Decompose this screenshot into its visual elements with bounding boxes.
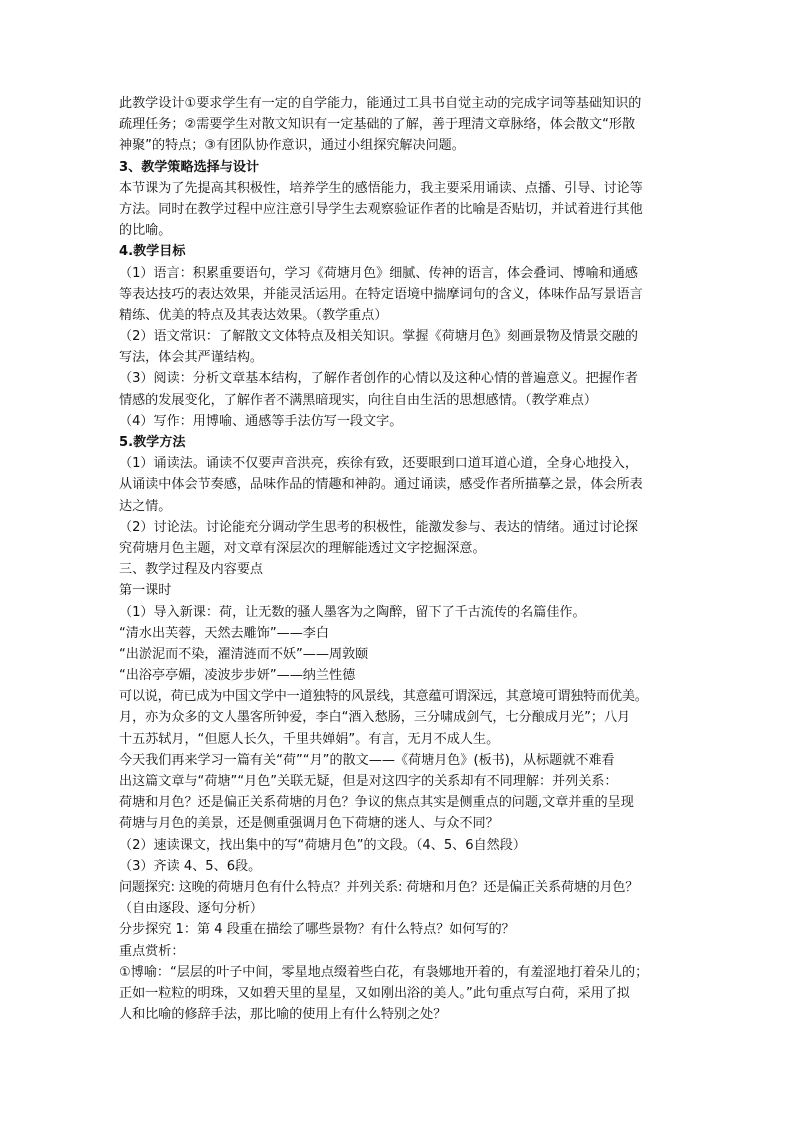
text-line-34: 荷塘和月色？还是偏正关系荷塘的月色？争议的焦点其实是侧重点的问题,文章并重的呈现 <box>119 795 634 811</box>
document-page <box>119 93 679 1025</box>
text-line-38: 问题探究: 这晚的荷塘月色有什么特点？并列关系: 荷塘和月色？还是偏正关系荷塘的月色？ <box>119 879 639 895</box>
text-line-37: （3）齐读 4、5、6段。 <box>119 858 262 874</box>
text-line-10: 等表达技巧的表达效果，并能灵活运用。在特定语境中揣摩词句的含义，体味作品写景语言 <box>119 286 643 302</box>
text-line-32: 今天我们再来学习一篇有关“荷”“月”的散文——《荷塘月色》(板书)，从标题就不难看 <box>119 752 615 768</box>
text-line-7: 的比喻。 <box>119 223 172 239</box>
text-line-11: 精练、优美的特点及其表达效果。（教学重点） <box>119 307 388 323</box>
quote-line-1: “清水出芙蓉，天然去雕饰”——李白 <box>119 625 329 641</box>
quote-line-2: “出淤泥而不染，濯清涟而不妖”——周敦颐 <box>119 646 369 662</box>
text-line-44: 人和比喻的修辞手法，那比喻的使用上有什么特别之处？ <box>119 1007 447 1023</box>
text-line-3: 神聚”的特点；③有团队协作意识，通过小组探究解决问题。 <box>119 138 465 154</box>
text-line-2: 疏理任务；②需要学生对散文知识有一定基础的了解，善于理清文章脉络，体会散文“形散 <box>119 117 636 133</box>
section-heading-process: 三、教学过程及内容要点 <box>119 562 264 578</box>
text-line-19: 从诵读中体会节奏感，品味作品的情趣和神韵。通过诵读，感受作者所描摹之景，体会所表 <box>119 477 643 493</box>
text-line-33: 出这篇文章与“荷塘”“月色”关联无疑，但是对这四字的关系却有不同理解：并列关系： <box>119 774 618 789</box>
text-line-16: （4）写作：用博喻、通感等手法仿写一段文字。 <box>119 413 403 429</box>
text-line-43: 正如一粒粒的明珠，又如碧天里的星星，又如刚出浴的美人。”此句重点写白荷，采用了拟 <box>119 985 630 1001</box>
text-line-35: 荷塘与月色的美景，还是侧重强调月色下荷塘的迷人、与众不同？ <box>119 816 499 832</box>
text-line-5: 本节课为了先提高其积极性，培养学生的感悟能力，我主要采用诵读、点播、引导、讨论等 <box>119 180 643 196</box>
text-line-14: （3）阅读：分析文章基本结构，了解作者创作的心情以及这种心情的普遍意义。把握作者 <box>119 371 638 387</box>
text-line-13: 写法，体会其严谨结构。 <box>119 350 264 366</box>
subheading-first-lesson: 第一课时 <box>119 583 172 599</box>
text-line-18: （1）诵读法。诵读不仅要声音洪亮，疾徐有致，还要眼到口道耳道心道，全身心地投入， <box>119 456 638 472</box>
quote-line-3: “出浴亭亭媚，凌波步步妍”——纳兰性德 <box>119 668 356 684</box>
text-line-40: 分步探究 1：第 4 段重在描绘了哪些景物？有什么特点？如何写的？ <box>119 922 515 938</box>
text-line-29: 可以说，荷已成为中国文学中一道独特的风景线，其意蕴可谓深远，其意境可谓独特而优美。 <box>119 689 648 705</box>
text-line-42: ①博喻：“层层的叶子中间，零星地点缀着些白花，有袅娜地开着的，有羞涩地打着朵儿的； <box>119 964 649 980</box>
text-line-31: 十五苏轼月，“但愿人长久，千里共婵娟”。有言，无月不成人生。 <box>119 731 500 747</box>
text-line-9: （1）语言：积累重要语句，学习《荷塘月色》细腻、传神的语言，体会叠词、博喻和通感 <box>119 265 638 281</box>
text-line-1: 此教学设计①要求学生有一定的自学能力，能通过工具书自觉主动的完成字词等基础知识的 <box>119 96 642 111</box>
text-line-21: （2）讨论法。讨论能充分调动学生思考的积极性，能激发参与、表达的情绪。通过讨论探 <box>119 519 638 535</box>
text-line-39: （自由逐段、逐句分析） <box>119 901 264 917</box>
text-line-36: （2）速读课文，找出集中的写“荷塘月色”的文段。（4、5、6自然段） <box>119 837 526 853</box>
text-line-6: 方法。同时在教学过程中应注意引导学生去观察验证作者的比喻是否贴切，并试着进行其他 <box>119 201 643 217</box>
text-line-25: （1）导入新课：荷，让无数的骚人墨客为之陶醉，留下了千古流传的名篇佳作。 <box>119 604 586 620</box>
section-heading-strategy: 3、教学策略选择与设计 <box>119 159 260 175</box>
text-line-41: 重点赏析： <box>119 943 185 959</box>
text-line-12: （2）语文常识：了解散文文体特点及相关知识。掌握《荷塘月色》刻画景物及情景交融的 <box>119 329 638 345</box>
section-heading-methods: 5.教学方法 <box>119 435 186 450</box>
text-line-20: 达之情。 <box>119 498 172 514</box>
section-heading-objectives: 4.教学目标 <box>119 244 186 260</box>
text-line-30: 月，亦为众多的文人墨客所钟爱，李白“酒入愁肠，三分啸成剑气，七分酿成月光”；八月 <box>119 710 631 726</box>
text-line-15: 情感的发展变化，了解作者不满黑暗现实，向往自由生活的思想感情。（教学难点） <box>119 392 597 408</box>
text-line-22: 究荷塘月色主题，对文章有深层次的理解能透过文字挖掘深意。 <box>119 540 486 556</box>
